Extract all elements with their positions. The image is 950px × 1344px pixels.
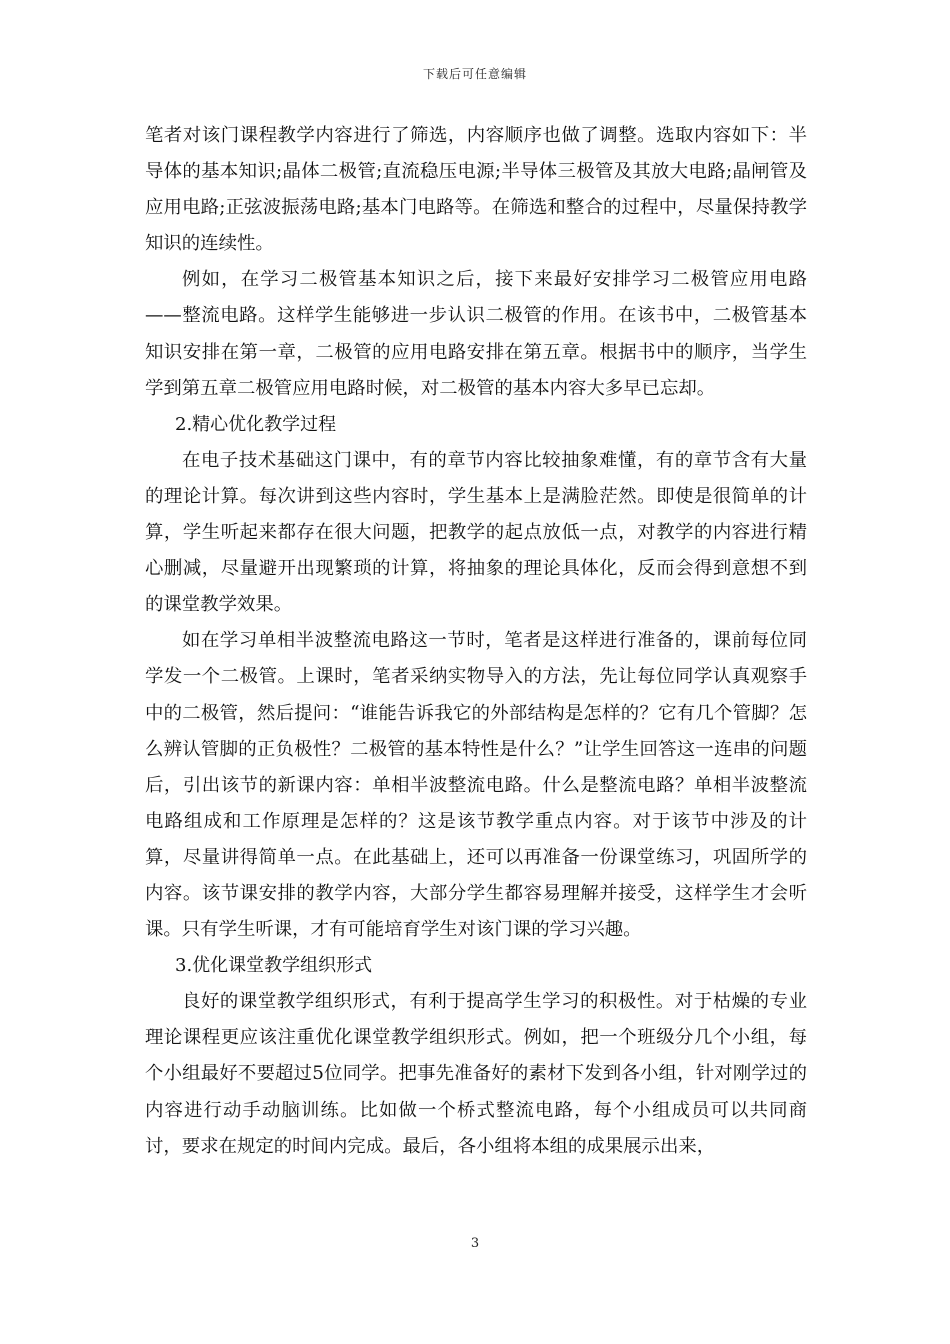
- paragraph-content-selection: 笔者对该门课程教学内容进行了筛选，内容顺序也做了调整。选取内容如下：半导体的基本知识;晶体二极管;直流稳压电源;半导体三极管及其放大电路;晶闸管及应用电路;正弦波振荡电路;基本门电路等。在筛选和整合的过程中，尽量保持教学知识的连续性。: [145, 125, 807, 255]
- section-heading-2: 2.精心优化教学过程: [175, 413, 337, 435]
- document-body: [145, 118, 807, 1165]
- paragraph-half-wave-example: 如在学习单相半波整流电路这一节时，笔者是这样进行准备的，课前每位同学发一个二极管。上课时，笔者采纳实物导入的方法，先让每位同学认真观察手中的二极管，然后提问：“谁能告诉我它的外部结构是怎样的？它有几个管脚？怎么辨认管脚的正负极性？二极管的基本特性是什么？”让学生回答这一连串的问题后，引出该节的新课内容：单相半波整流电路。什么是整流电路？单相半波整流电路组成和工作原理是怎样的？这是该节教学重点内容。对于该节中涉及的计算，尽量讲得简单一点。在此基础上，还可以再准备一份课堂练习，巩固所学的内容。该节课安排的教学内容，大部分学生都容易理解并接受，这样学生才会听课。只有学生听课，才有可能培育学生对该门课的学习兴趣。: [145, 630, 807, 941]
- paragraph-class-organization: 良好的课堂教学组织形式，有利于提高学生学习的积极性。对于枯燥的专业理论课程更应该注重优化课堂教学组织形式。例如，把一个班级分几个小组，每个小组最好不要超过5位同学。把事先准备好的素材下发到各小组，针对刚学过的内容进行动手动脑训练。比如做一个桥式整流电路，每个小组成员可以共同商讨，要求在规定的时间内完成。最后，各小组将本组的成果展示出来，: [145, 991, 807, 1157]
- page-number: 3: [470, 1236, 480, 1251]
- page-header: 下载后可任意编辑: [422, 67, 527, 81]
- paragraph-example-diode: 例如，在学习二极管基本知识之后，接下来最好安排学习二极管应用电路——整流电路。这样学生能够进一步认识二极管的作用。在该书中，二极管基本知识安排在第一章，二极管的应用电路安排在第五章。根据书中的顺序，当学生学到第五章二极管应用电路时候，对二极管的基本内容大多早已忘却。: [145, 269, 807, 399]
- paragraph-optimize-process: 在电子技术基础这门课中，有的章节内容比较抽象难懂，有的章节含有大量的理论计算。每次讲到这些内容时，学生基本上是满脸茫然。即使是很简单的计算，学生听起来都存在很大问题，把教学的起点放低一点，对教学的内容进行精心删减，尽量避开出现繁琐的计算，将抽象的理论具体化，反而会得到意想不到的课堂教学效果。: [145, 449, 807, 616]
- section-heading-3: 3.优化课堂教学组织形式: [175, 955, 373, 977]
